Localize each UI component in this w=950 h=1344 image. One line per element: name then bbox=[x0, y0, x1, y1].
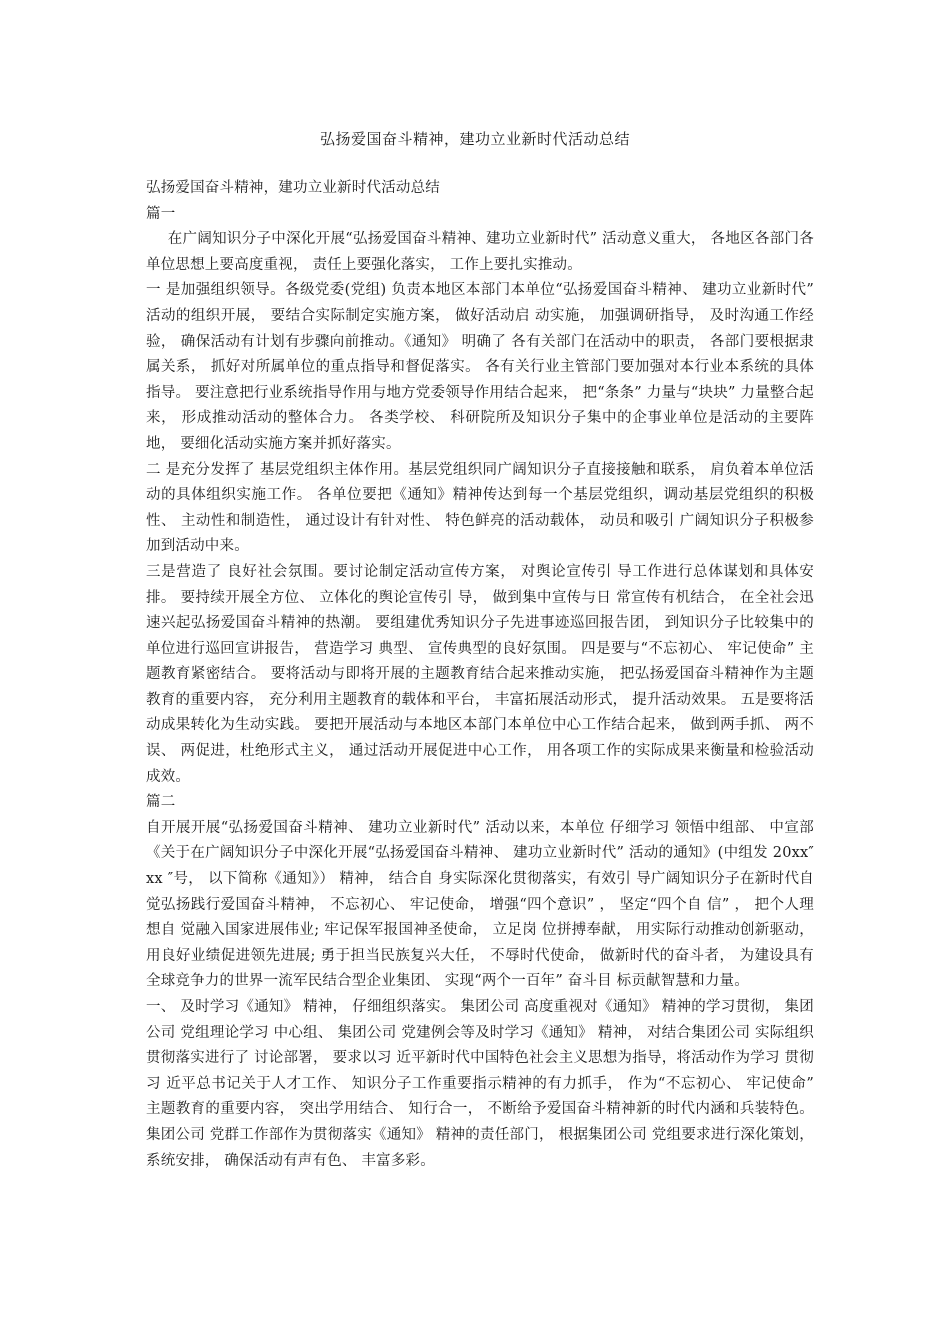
paragraph: 三是营造了 良好社会氛围。要讨论制定活动宣传方案， 对舆论宣传引 导工作进行总体谋划和具体安排。 要持续开展全方位、 立体化的舆论宣传引 导， 做到集中宣传与日 常宣传有机结合， 在全社会迅速兴起弘扬爱国奋斗精神的热潮。 要组建优秀知识分子先进事迹巡回报告团， 到知识分子比较集中的单位进行巡回宣讲报告， 营造学习 典型、 宣传典型的良好氛围。 四是要与“不忘初心、 牢记使命” 主题教育紧密结合。 要将活动与即将开展的主题教育结合起来推动实施， 把弘扬爱国奋斗精神作为主题教育的重要内容， 充分利用主题教育的载体和平台， 丰富拓展活动形式， 提升活动效果。 五是要将活动成果转化为生动实践。 要把开展活动与本地区本部门本单位中心工作结合起来， 做到两手抓、 两不误、 两促进，杜绝形式主义， 通过活动开展促进中心工作， 用各项工作的实际成果来衡量和检验活动成效。 bbox=[146, 563, 814, 785]
section-label-part-two: 篇二 bbox=[146, 794, 176, 811]
document-title: 弘扬爱国奋斗精神，建功立业新时代活动总结 bbox=[319, 130, 630, 148]
section-label-part-one: 篇一 bbox=[146, 205, 176, 222]
paragraph: 一 是加强组织领导。各级党委(党组) 负责本地区本部门本单位“弘扬爱国奋斗精神、 建功立业新时代” 活动的组织开展， 要结合实际制定实施方案， 做好活动启 动实施， 加强调研指导， 及时沟通工作经验， 确保活动有计划有步骤向前推动。《通知》 明确了 各有关部门在活动中的职责， 各部门要根据隶属关系， 抓好对所属单位的重点指导和督促落实。 各有关行业主管部门要加强对本行业本系统的具体指导。 要注意把行业系统指导作用与地方党委领导作用结合起来， 把“条条” 力量与“块块” 力量整合起来， 形成推动活动的整体合力。 各类学校、 科研院所及知识分子集中的企事业单位是活动的主要阵地， 要细化活动实施方案并抓好落实。 bbox=[146, 282, 814, 452]
body-heading: 弘扬爱国奋斗精神，建功立业新时代活动总结 bbox=[146, 180, 440, 196]
paragraph: 在广阔知识分子中深化开展“弘扬爱国奋斗精神、建功立业新时代” 活动意义重大， 各地区各部门各单位思想上要高度重视， 责任上要强化落实， 工作上要扎实推动。 bbox=[146, 231, 814, 273]
document-body bbox=[146, 176, 814, 1174]
paragraph: 一、 及时学习《通知》 精神， 仔细组织落实。 集团公司 高度重视对《通知》 精神的学习贯彻， 集团公司 党组理论学习 中心组、 集团公司 党建例会等及时学习《通知》 精神， 对结合集团公司 实际组织贯彻落实进行了 讨论部署， 要求以习 近平新时代中国特色社会主义思想为指导，将活动作为学习 贯彻习 近平总书记关于人才工作、 知识分子工作重要指示精神的有力抓手， 作为“不忘初心、 牢记使命” 主题教育的重要内容， 突出学用结合、 知行合一， 不断给予爱国奋斗精神新的时代内涵和兵装特色。 集团公司 党群工作部作为贯彻落实《通知》 精神的责任部门， 根据集团公司 党组要求进行深化策划， 系统安排， 确保活动有声有色、 丰富多彩。 bbox=[146, 999, 814, 1169]
paragraph: 二 是充分发挥了 基层党组织主体作用。基层党组织同广阔知识分子直接接触和联系， 肩负着本单位活动的具体组织实施工作。 各单位要把《通知》精神传达到每一个基层党组织，调动基层党组织的积极性、 主动性和制造性， 通过设计有针对性、 特色鲜亮的活动载体， 动员和吸引 广阔知识分子积极参加到活动中来。 bbox=[146, 461, 814, 555]
paragraph: 自开展开展“弘扬爱国奋斗精神、 建功立业新时代” 活动以来，本单位 仔细学习 领悟中组部、 中宣部《关于在广阔知识分子中深化开展“弘扬爱国奋斗精神、 建功立业新时代” 活动的通知》(中组发 20xx″xx ″号， 以下简称《通知》） 精神， 结合自 身实际深化贯彻落实，有效引 导广阔知识分子在新时代自 觉弘扬践行爱国奋斗精神， 不忘初心、 牢记使命， 增强“四个意识” ， 坚定“四个自 信” ， 把个人理想自 觉融入国家进展伟业; 牢记保军报国神圣使命， 立足岗 位拼搏奉献， 用实际行动推动创新驱动， 用良好业绩促进领先进展; 勇于担当民族复兴大任， 不辱时代使命， 做新时代的奋斗者， 为建设具有全球竞争力的世界一流军民结合型企业集团、 实现“两个一百年” 奋斗目 标贡献智慧和力量。 bbox=[146, 819, 814, 990]
